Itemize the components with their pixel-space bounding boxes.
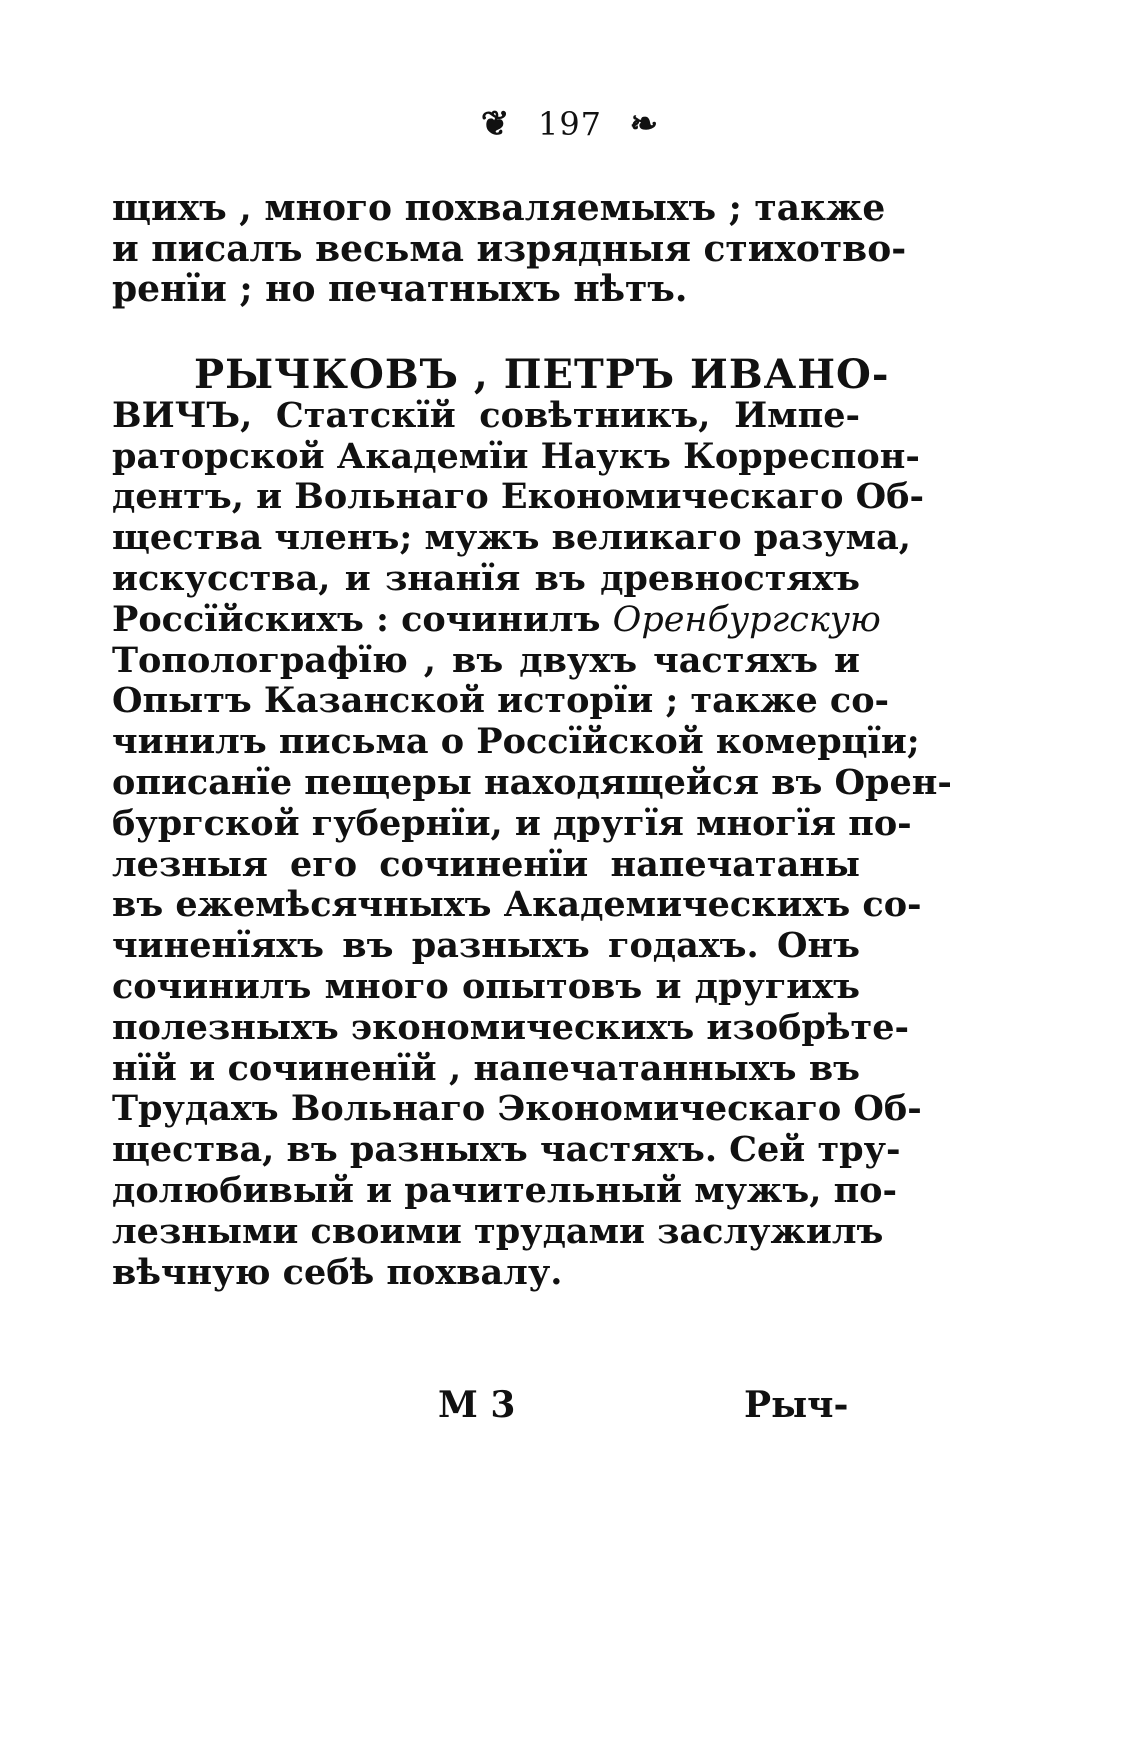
text-line: бургской губернїи, и другїя многїя по- xyxy=(112,802,912,844)
paragraph-continuation xyxy=(112,187,907,310)
text-line: щества членъ; мужъ великаго разума, xyxy=(112,517,911,559)
text-line: нїй и сочиненїй , напечатанныхъ въ xyxy=(112,1047,860,1089)
text-line: дентъ, и Вольнаго Економическаго Об- xyxy=(112,476,925,518)
text-line: Тополографїю , въ двухъ частяхъ и xyxy=(112,639,860,681)
catchword: Рыч- xyxy=(744,1384,849,1426)
text-line-with-title xyxy=(112,598,881,641)
text-line: въ ежемѣсячныхъ Академическихъ со- xyxy=(112,884,922,926)
text-line: и писалъ весьма изрядныя стихотво- xyxy=(112,227,907,270)
right-ornament-icon: ❧ xyxy=(629,104,660,144)
left-ornament-icon: ❦ xyxy=(480,104,511,144)
text-line: искусства, и знанїя въ древностяхъ xyxy=(112,557,860,599)
page-number: 197 xyxy=(537,105,603,143)
page-header xyxy=(0,102,1140,144)
text-line: описанїе пещеры находящейся въ Орен- xyxy=(112,761,952,803)
text-line: ВИЧЪ, Статскїй совѣтникъ, Импе- xyxy=(112,394,860,436)
entry-rychkov xyxy=(112,351,952,1293)
entry-heading: РЫЧКОВЪ , ПЕТРЪ ИВАНО- xyxy=(194,351,890,398)
text-line: полезныхъ экономическихъ изобрѣте- xyxy=(112,1006,909,1048)
text-line: Трудахъ Вольнаго Экономическаго Об- xyxy=(112,1088,922,1130)
text-line: щихъ , много похваляемыхъ ; также xyxy=(112,187,886,229)
text-line: чиненїяхъ въ разныхъ годахъ. Онъ xyxy=(112,925,860,967)
work-title-italic: Оренбургскую xyxy=(612,599,881,640)
signature-mark: М 3 xyxy=(438,1384,516,1426)
text-line: вѣчную себѣ похвалу. xyxy=(112,1251,563,1293)
text-line: Опытъ Казанской исторїи ; также со- xyxy=(112,680,890,722)
text-line: ренїи ; но печатныхъ нѣтъ. xyxy=(112,268,688,310)
text-line: лезными своими трудами заслужилъ xyxy=(112,1210,884,1252)
text-line: лезныя его сочиненїи напечатаны xyxy=(112,843,860,885)
text-line: раторской Академїи Наукъ Корреспон- xyxy=(112,435,920,477)
text-line: долюбивый и рачительный мужъ, по- xyxy=(112,1169,898,1211)
text-segment: Россїйскихъ : сочинилъ xyxy=(112,598,601,640)
text-line: сочинилъ много опытовъ и другихъ xyxy=(112,965,860,1007)
text-line: щества, въ разныхъ частяхъ. Сей тру- xyxy=(112,1129,901,1171)
text-line: чинилъ письма о Россїйской комерцїи; xyxy=(112,721,920,763)
